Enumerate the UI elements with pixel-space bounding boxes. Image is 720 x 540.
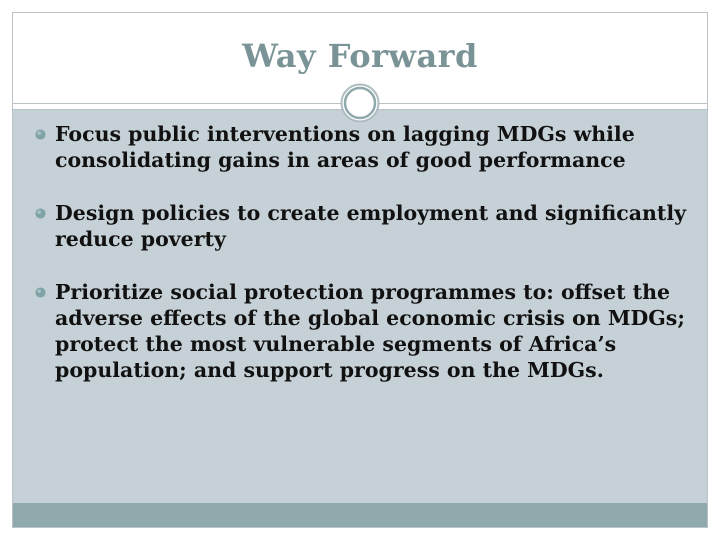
footer-bar: [13, 503, 707, 527]
round-bullet-icon: [35, 208, 46, 219]
bullet-item: [35, 121, 695, 173]
bullet-text: Prioritize social protection programmes to: offset the adverse effects of the global economic crisis on MDGs; protect the most vulnerable segments of Africa’s population; and support progress on the MDGs.: [55, 280, 685, 382]
bullet-list: [35, 121, 695, 410]
bullet-item: [35, 279, 695, 383]
round-bullet-icon: [35, 287, 46, 298]
bullet-text: Focus public interventions on lagging MDGs while consolidating gains in areas of good performance: [55, 122, 635, 172]
slide: [12, 12, 708, 528]
round-bullet-icon: [35, 129, 46, 140]
slide-title: Way Forward: [242, 37, 478, 75]
bullet-text: Design policies to create employment and significantly reduce poverty: [55, 201, 687, 251]
bullet-item: [35, 200, 695, 252]
ring-ornament-icon: [340, 83, 380, 123]
